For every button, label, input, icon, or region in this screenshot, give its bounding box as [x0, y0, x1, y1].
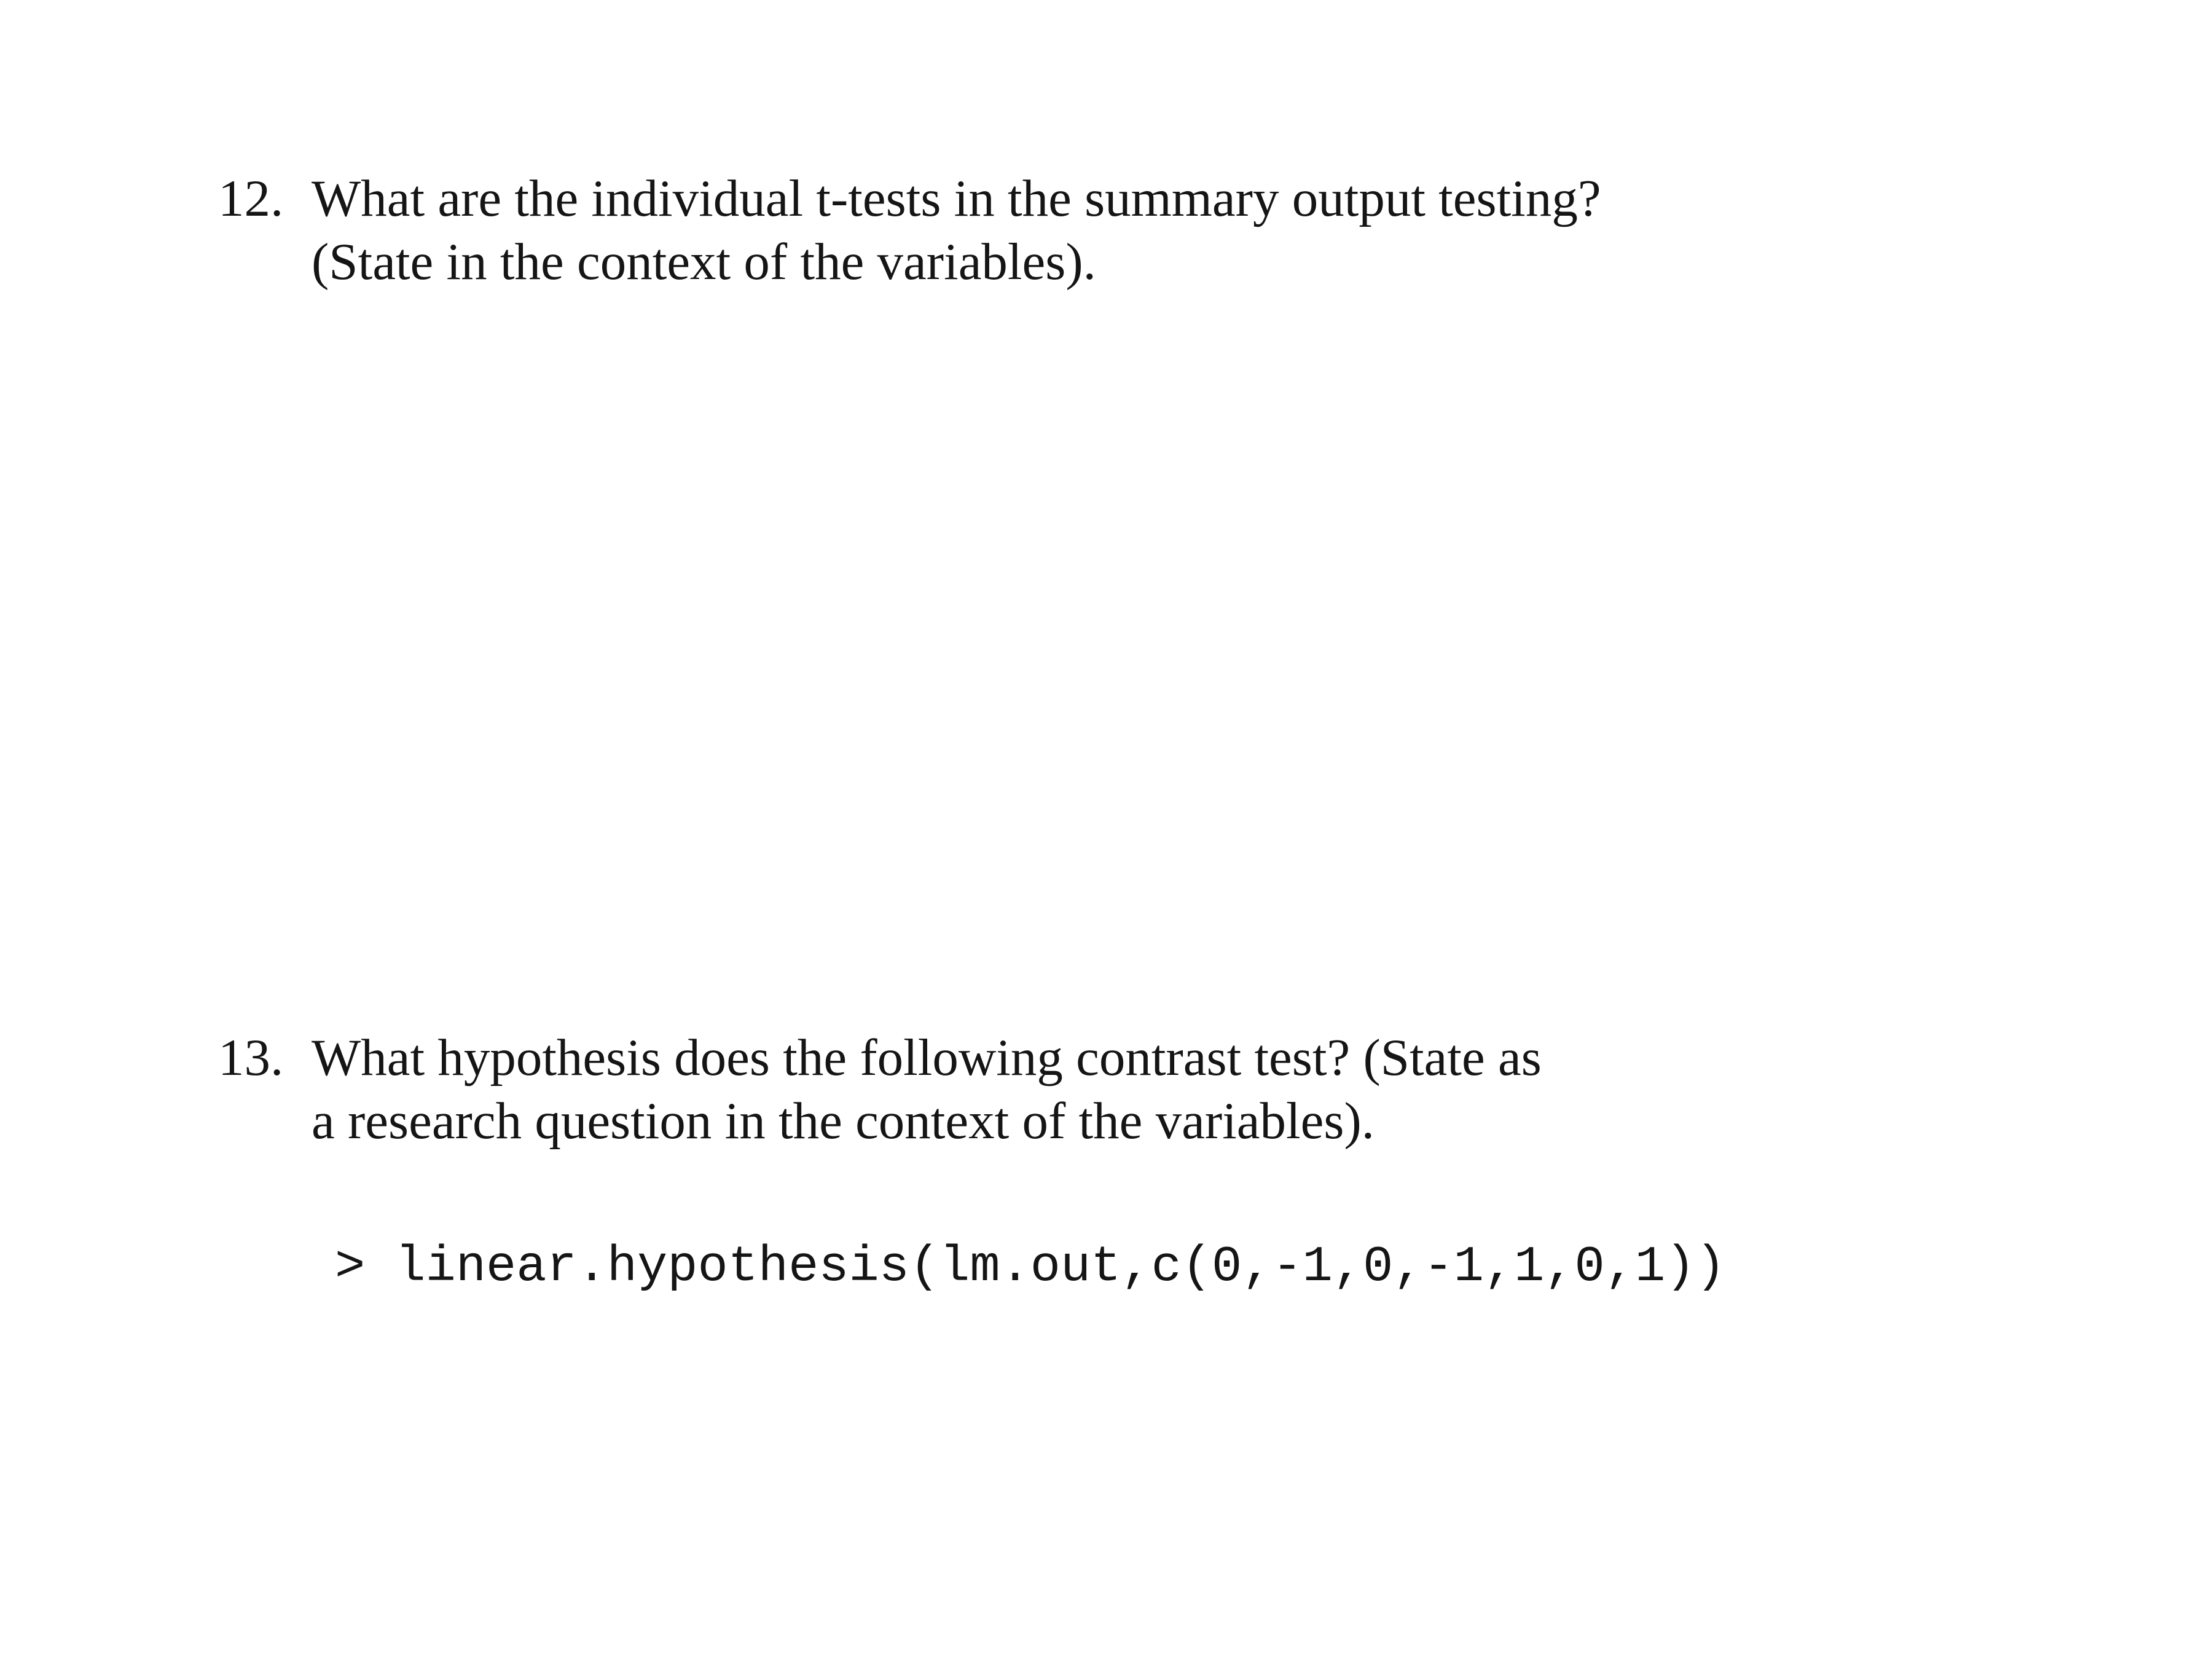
question-text-line-1: What hypothesis does the following contrast test? (State as: [312, 1029, 1542, 1087]
code-snippet: > linear.hypothesis(lm.out,c(0,-1,0,-1,1,0,1)): [335, 1238, 1726, 1296]
question-text-line-2: a research question in the context of the variables).: [312, 1092, 1375, 1150]
question-number: 12.: [218, 170, 284, 227]
question-text-line-2: (State in the context of the variables).: [312, 233, 1096, 291]
question-number: 13.: [218, 1029, 284, 1087]
question-text-line-1: What are the individual t-tests in the summary output testing?: [312, 170, 1601, 227]
